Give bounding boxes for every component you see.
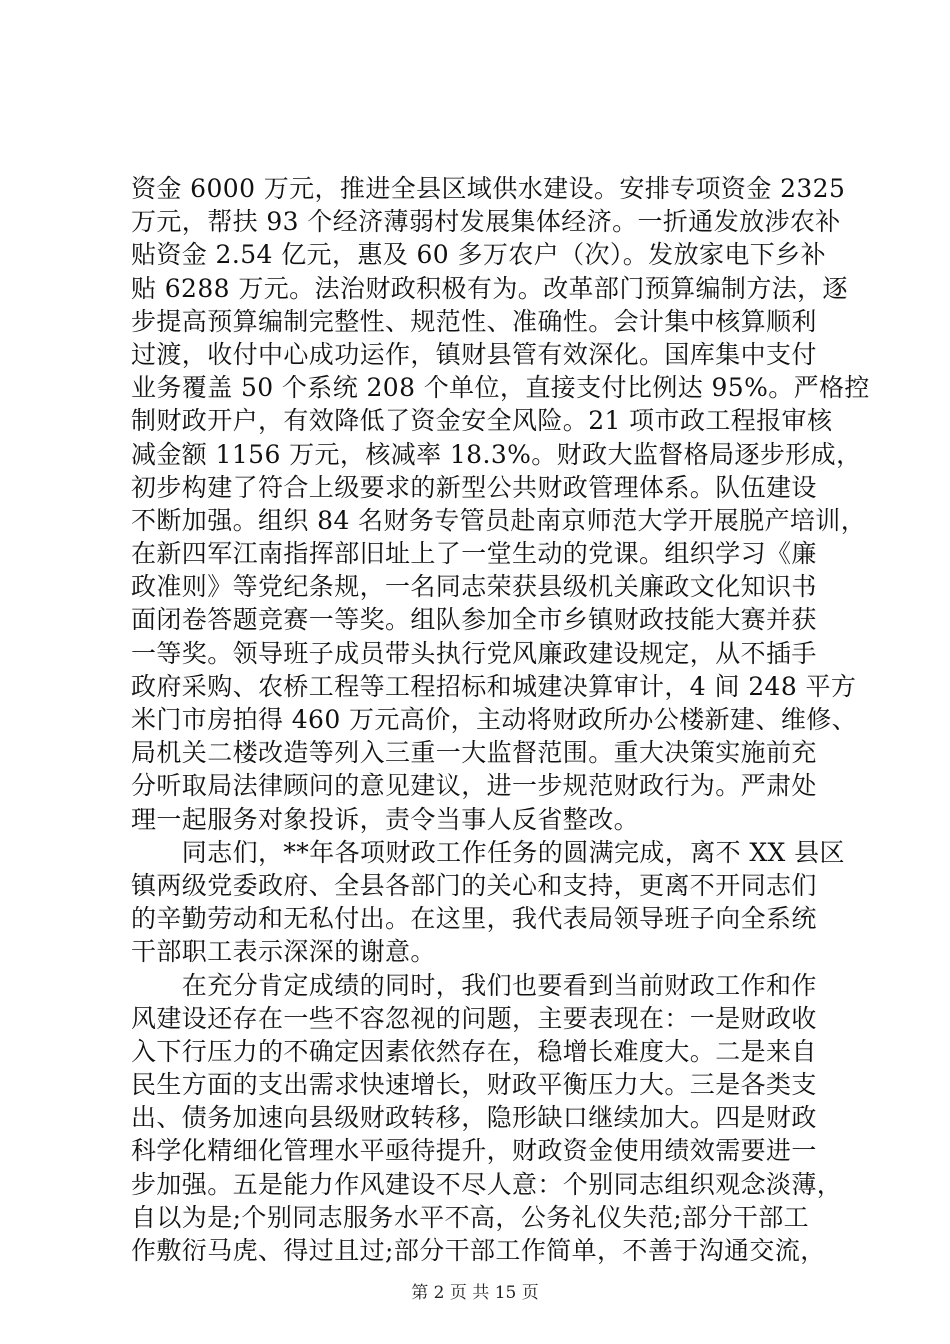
text-line: 资金 6000 万元，推进全县区域供水建设。安排专项资金 2325 <box>131 174 846 203</box>
text-line: 民生方面的支出需求快速增长，财政平衡压力大。三是各类支 <box>131 1070 817 1100</box>
text-line: 干部职工表示深深的谢意。 <box>131 937 436 967</box>
text-line: 入下行压力的不确定因素依然存在，稳增长难度大。二是来自 <box>131 1036 817 1066</box>
text-line: 初步构建了符合上级要求的新型公共财政管理体系。队伍建设 <box>131 472 817 502</box>
text-line: 在充分肯定成绩的同时，我们也要看到当前财政工作和作 <box>131 970 817 1000</box>
text-line: 过渡，收付中心成功运作，镇财县管有效深化。国库集中支付 <box>131 339 817 369</box>
text-line: 分听取局法律顾问的意见建议，进一步规范财政行为。严肃处 <box>131 771 817 801</box>
text-line: 步提高预算编制完整性、规范性、准确性。会计集中核算顺利 <box>131 306 817 336</box>
text-line: 科学化精细化管理水平亟待提升，财政资金使用绩效需要进一 <box>131 1136 817 1166</box>
text-line: 步加强。五是能力作风建设不尽人意：个别同志组织观念淡薄， <box>131 1169 843 1199</box>
text-line: 镇两级党委政府、全县各部门的关心和支持，更离不开同志们 <box>131 870 817 900</box>
text-line: 作敷衍马虎、得过且过;部分干部工作简单，不善于沟通交流， <box>131 1236 826 1265</box>
text-line: 一等奖。领导班子成员带头执行党风廉政建设规定，从不插手 <box>131 638 817 668</box>
text-line: 在新四军江南指挥部旧址上了一堂生动的党课。组织学习《廉 <box>131 539 817 569</box>
text-line: 贴资金 2.54 亿元，惠及 60 多万农户（次）。发放家电下乡补 <box>131 240 826 270</box>
text-line: 面闭卷答题竞赛一等奖。组队参加全市乡镇财政技能大赛并获 <box>131 605 817 635</box>
text-line: 万元，帮扶 93 个经济薄弱村发展集体经济。一折通发放涉农补 <box>131 207 841 237</box>
text-line: 不断加强。组织 84 名财务专管员赴南京师范大学开展脱产培训， <box>131 505 867 535</box>
text-line: 自以为是;个别同志服务水平不高，公务礼仪失范;部分干部工 <box>131 1202 810 1232</box>
text-line: 减金额 1156 万元，核减率 18.3%。财政大监督格局逐步形成， <box>131 439 862 469</box>
text-line: 理一起服务对象投诉，责令当事人反省整改。 <box>131 804 640 834</box>
text-line: 同志们，**年各项财政工作任务的圆满完成，离不 XX 县区 <box>131 837 845 867</box>
page-footer: 第 2 页 共 15 页 <box>411 1283 539 1303</box>
text-line: 的辛勤劳动和无私付出。在这里，我代表局领导班子向全系统 <box>131 904 817 934</box>
text-line: 出、债务加速向县级财政转移，隐形缺口继续加大。四是财政 <box>131 1103 817 1133</box>
text-line: 风建设还存在一些不容忽视的问题，主要表现在：一是财政收 <box>131 1003 817 1033</box>
document-body <box>131 172 870 1267</box>
text-line: 政府采购、农桥工程等工程招标和城建决算审计，4 间 248 平方 <box>131 671 857 701</box>
text-line: 政准则》等党纪条规，一名同志荣获县级机关廉政文化知识书 <box>131 572 817 602</box>
text-line: 制财政开户，有效降低了资金安全风险。21 项市政工程报审核 <box>131 406 833 436</box>
text-line: 业务覆盖 50 个系统 208 个单位，直接支付比例达 95%。严格控 <box>131 373 870 403</box>
text-line: 局机关二楼改造等列入三重一大监督范围。重大决策实施前充 <box>131 738 817 768</box>
text-line: 米门市房拍得 460 万元高价，主动将财政所办公楼新建、维修、 <box>131 705 858 734</box>
text-line: 贴 6288 万元。法治财政积极有为。改革部门预算编制方法，逐 <box>131 273 848 303</box>
